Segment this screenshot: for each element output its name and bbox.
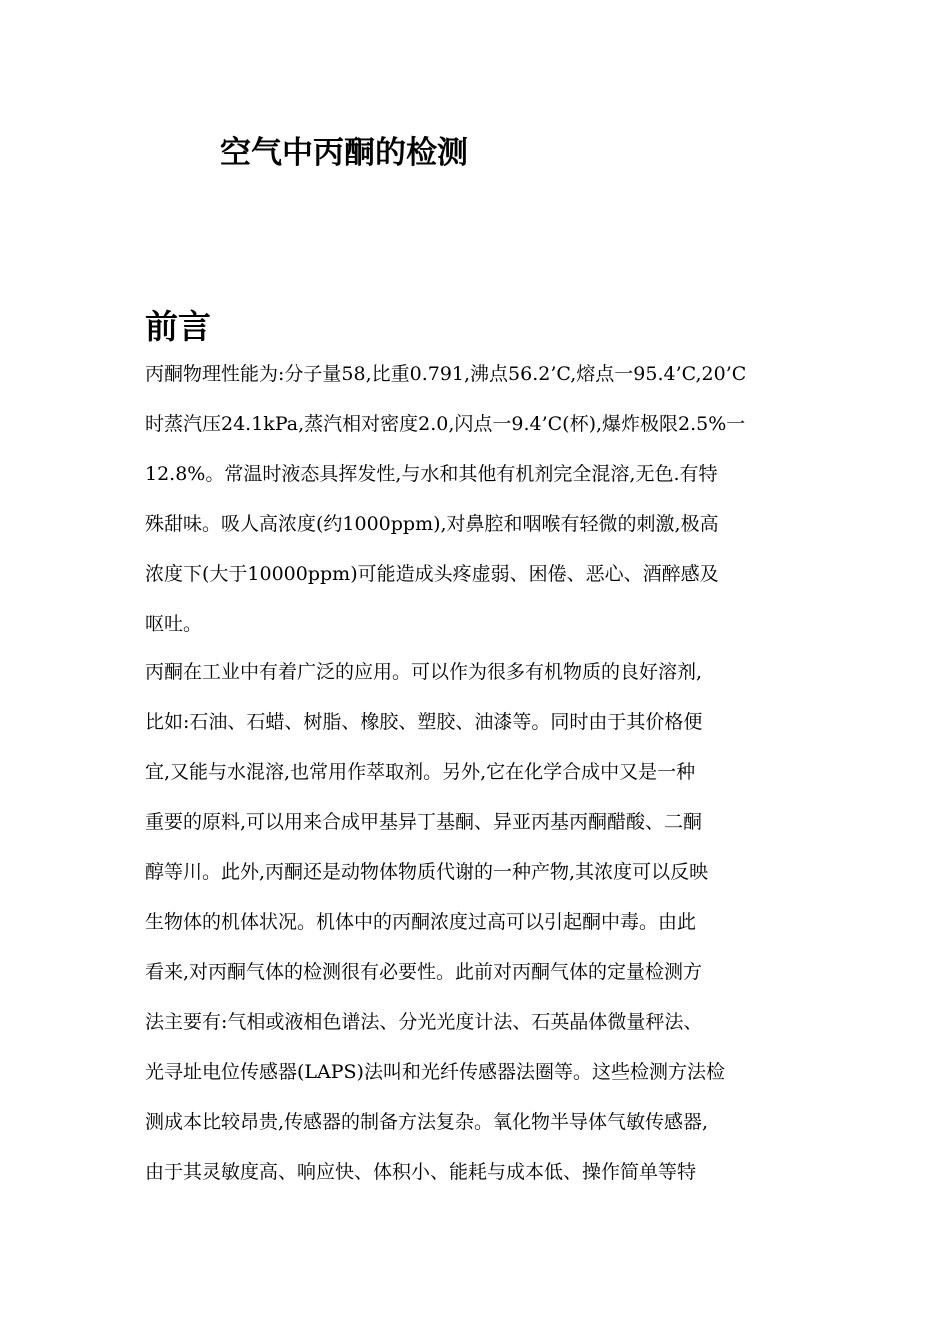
paragraph-2-line: 宜,又能与水混溶,也常用作萃取剂。另外,它在化学合成中又是一种	[145, 761, 696, 783]
paragraph-2-line: 测成本比较昂贵,传感器的制备方法复杂。氧化物半导体气敏传感器,	[145, 1111, 709, 1133]
paragraph-2-line: 生物体的机体状况。机体中的丙酮浓度过高可以引起酮中毒。由此	[145, 911, 697, 933]
paragraph-1-line: 时蒸汽压24.1kPa,蒸汽相对密度2.0,闪点一9.4’C(杯),爆炸极限2.5%一	[145, 413, 746, 435]
document-title: 空气中丙酮的检测	[220, 135, 468, 171]
paragraph-2-line: 比如:石油、石蜡、树脂、橡胶、塑胶、油漆等。同时由于其价格便	[145, 711, 703, 733]
paragraph-2-line: 法主要有:气相或液相色谱法、分光光度计法、石英晶体微量秤法、	[145, 1011, 703, 1033]
paragraph-1-line: 呕吐。	[145, 613, 203, 635]
paragraph-1-line: 浓度下(大于10000ppm)可能造成头疼虚弱、困倦、恶心、酒醉感及	[145, 563, 719, 585]
paragraph-2-line: 看来,对丙酮气体的检测很有必要性。此前对丙酮气体的定量检测方	[145, 961, 703, 983]
section-heading-preface: 前言	[145, 307, 211, 346]
paragraph-1-line: 殊甜味。吸人高浓度(约1000ppm),对鼻腔和咽喉有轻微的刺激,极高	[145, 513, 719, 535]
paragraph-2-line: 重要的原料,可以用来合成甲基异丁基酮、异亚丙基丙酮醋酸、二酮	[145, 811, 703, 833]
paragraph-2-line: 光寻址电位传感器(LAPS)法叫和光纤传感器法圈等。这些检测方法检	[145, 1061, 725, 1083]
paragraph-2-line: 醇等川。此外,丙酮还是动物体物质代谢的一种产物,其浓度可以反映	[145, 861, 709, 883]
paragraph-1-line: 12.8%。常温时液态具挥发性,与水和其他有机剂完全混溶,无色.有特	[145, 463, 718, 485]
paragraph-1-line: 丙酮物理性能为:分子量58,比重0.791,沸点56.2’C,熔点一95.4’C,20’C	[145, 363, 747, 385]
paragraph-2-line: 由于其灵敏度高、响应快、体积小、能耗与成本低、操作简单等特	[145, 1161, 697, 1183]
paragraph-2-line: 丙酮在工业中有着广泛的应用。可以作为很多有机物质的良好溶剂,	[145, 661, 703, 683]
